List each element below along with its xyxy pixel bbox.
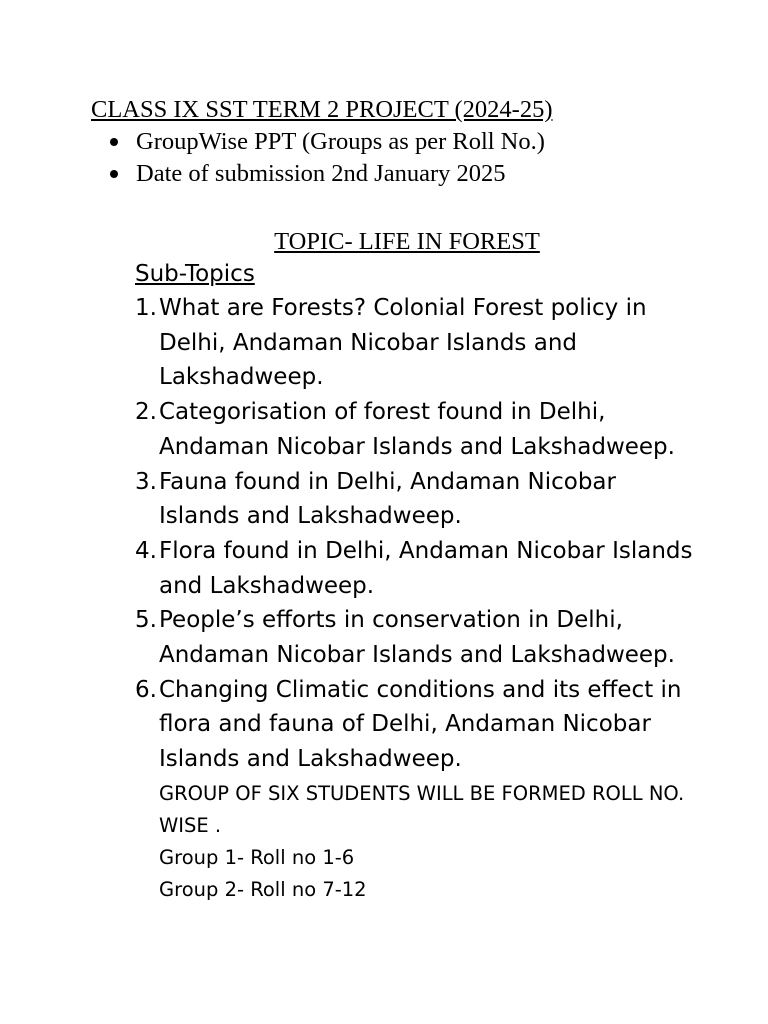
bullet-dot-icon [110,170,118,178]
subtopic-number: 3. [135,468,157,495]
subtopics-heading: Sub-Topics [135,261,255,287]
bullet-text: Date of submission 2nd January 2025 [136,160,506,187]
topic-heading-row [0,226,768,257]
subtopic-item [135,291,695,395]
subtopic-item [135,534,695,603]
group-2-note: Group 2- Roll no 7-12 [159,878,367,901]
subtopic-number: 1. [135,295,157,321]
subtopic-number: 4. [135,537,157,564]
subtopic-text: Fauna found in Delhi, Andaman Nicobar Islands and Lakshadweep. [159,468,616,530]
document-title: CLASS IX SST TERM 2 PROJECT (2024-25) [91,96,553,123]
group-notes [159,778,699,906]
subtopic-text: Categorisation of forest found in Delhi, Andaman Nicobar Islands and Lakshadweep. [159,399,675,460]
subtopic-number: 5. [135,607,157,634]
subtopic-item [135,673,695,777]
info-bullet-list [108,126,545,190]
subtopic-item [135,465,695,534]
bullet-text: GroupWise PPT (Groups as per Roll No.) [136,128,545,155]
bullet-dot-icon [110,138,118,146]
subtopic-number: 6. [135,676,157,703]
bullet-item-groupwise [108,126,545,158]
bullet-item-submission-date [108,158,545,190]
group-1-note: Group 1- Roll no 1-6 [159,846,355,869]
subtopic-text: What are Forests? Colonial Forest policy in Delhi, Andaman Nicobar Islands and Lakshadweep. [159,295,647,391]
subtopic-item [135,395,695,464]
subtopic-text: People’s efforts in conservation in Delhi, Andaman Nicobar Islands and Lakshadweep. [159,607,675,669]
subtopic-text: Changing Climatic conditions and its effect in flora and fauna of Delhi, Andaman Nicobar Islands and Lakshadweep. [159,676,682,773]
subtopic-list [135,291,695,777]
group-formation-note: GROUP OF SIX STUDENTS WILL BE FORMED ROLL NO. WISE . [159,782,685,837]
topic-heading: TOPIC- LIFE IN FOREST [274,228,540,255]
subtopic-number: 2. [135,399,157,426]
subtopic-item [135,603,695,672]
subtopic-text: Flora found in Delhi, Andaman Nicobar Islands and Lakshadweep. [159,537,693,599]
